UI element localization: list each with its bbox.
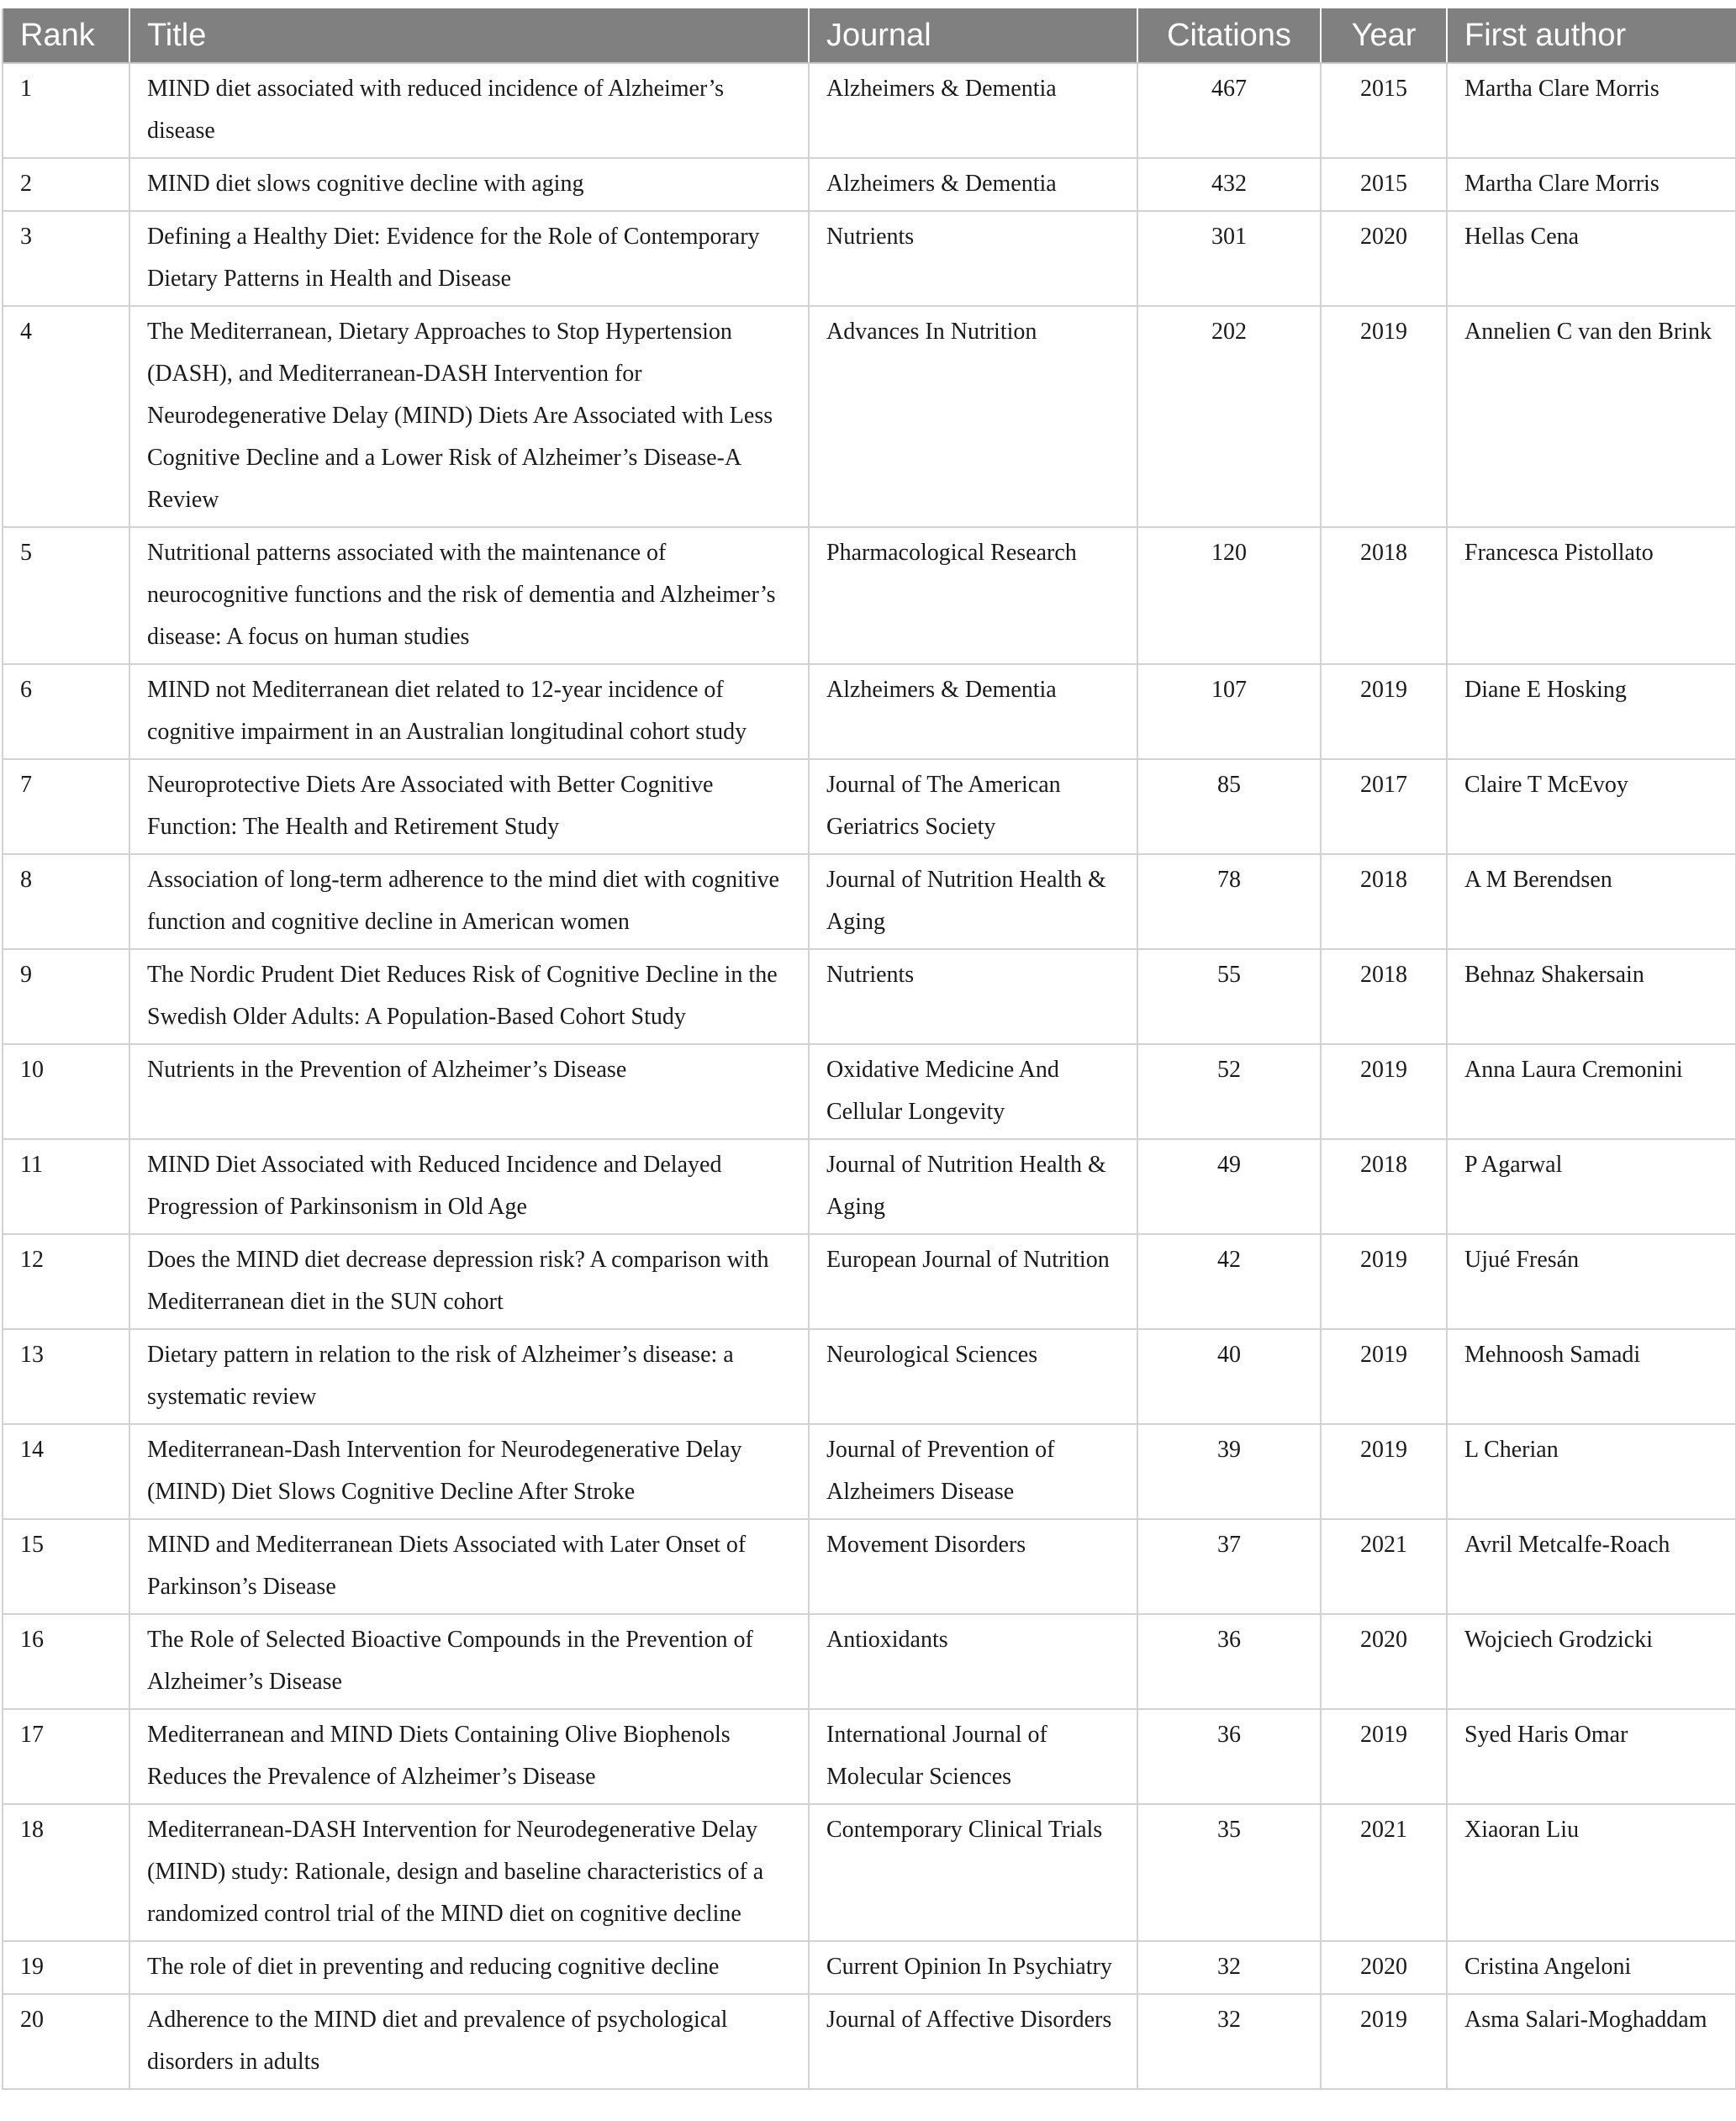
table-row [3, 1614, 1736, 1709]
cell-first-author: Francesca Pistollato [1447, 527, 1736, 664]
cell-title: Neuroprotective Diets Are Associated with Better Cognitive Function: The Health and Retirement Study [129, 759, 809, 854]
cell-journal: Alzheimers & Dementia [809, 63, 1137, 158]
cell-first-author: Avril Metcalfe-Roach [1447, 1519, 1736, 1614]
cell-year: 2021 [1321, 1804, 1447, 1941]
cell-title: Nutritional patterns associated with the maintenance of neurocognitive functions and the risk of dementia and Alzheimer’s disease: A focus on human studies [129, 527, 809, 664]
cell-journal: Oxidative Medicine And Cellular Longevity [809, 1044, 1137, 1139]
cell-citations: 49 [1137, 1139, 1321, 1234]
cell-journal: Nutrients [809, 949, 1137, 1044]
header-year: Year [1321, 8, 1447, 63]
cell-journal: Pharmacological Research [809, 527, 1137, 664]
table-row [3, 664, 1736, 759]
header-row [3, 8, 1736, 63]
cell-citations: 42 [1137, 1234, 1321, 1329]
cell-citations: 39 [1137, 1424, 1321, 1519]
cell-citations: 202 [1137, 306, 1321, 527]
cell-first-author: Behnaz Shakersain [1447, 949, 1736, 1044]
cell-title: MIND diet slows cognitive decline with aging [129, 158, 809, 211]
cell-citations: 78 [1137, 854, 1321, 949]
cell-citations: 85 [1137, 759, 1321, 854]
cell-journal: Advances In Nutrition [809, 306, 1137, 527]
cell-citations: 32 [1137, 1994, 1321, 2089]
table-row [3, 1994, 1736, 2089]
cell-journal: Current Opinion In Psychiatry [809, 1941, 1137, 1994]
cell-year: 2018 [1321, 949, 1447, 1044]
cell-first-author: Mehnoosh Samadi [1447, 1329, 1736, 1424]
table-row [3, 158, 1736, 211]
cell-rank: 18 [3, 1804, 129, 1941]
cell-journal: Alzheimers & Dementia [809, 664, 1137, 759]
cell-citations: 55 [1137, 949, 1321, 1044]
cell-first-author: P Agarwal [1447, 1139, 1736, 1234]
cell-title: Does the MIND diet decrease depression risk? A comparison with Mediterranean diet in the SUN cohort [129, 1234, 809, 1329]
header-rank: Rank [3, 8, 129, 63]
cell-journal: Alzheimers & Dementia [809, 158, 1137, 211]
cell-journal: Journal of Nutrition Health & Aging [809, 1139, 1137, 1234]
table-row [3, 1804, 1736, 1941]
cell-rank: 9 [3, 949, 129, 1044]
cell-rank: 7 [3, 759, 129, 854]
cell-year: 2019 [1321, 1044, 1447, 1139]
cell-title: The role of diet in preventing and reducing cognitive decline [129, 1941, 809, 1994]
cell-rank: 4 [3, 306, 129, 527]
cell-first-author: Hellas Cena [1447, 211, 1736, 306]
cell-journal: Journal of Nutrition Health & Aging [809, 854, 1137, 949]
cell-first-author: Claire T McEvoy [1447, 759, 1736, 854]
cell-rank: 8 [3, 854, 129, 949]
cell-citations: 120 [1137, 527, 1321, 664]
cell-title: Mediterranean-Dash Intervention for Neurodegenerative Delay (MIND) Diet Slows Cognitive Decline After Stroke [129, 1424, 809, 1519]
cell-year: 2019 [1321, 1994, 1447, 2089]
cell-rank: 6 [3, 664, 129, 759]
cell-year: 2021 [1321, 1519, 1447, 1614]
cell-citations: 107 [1137, 664, 1321, 759]
cell-rank: 11 [3, 1139, 129, 1234]
cell-citations: 40 [1137, 1329, 1321, 1424]
header-citations: Citations [1137, 8, 1321, 63]
cell-journal: Movement Disorders [809, 1519, 1137, 1614]
table-row [3, 1709, 1736, 1804]
cell-citations: 32 [1137, 1941, 1321, 1994]
header-journal: Journal [809, 8, 1137, 63]
cell-citations: 36 [1137, 1709, 1321, 1804]
cell-journal: Journal of The American Geriatrics Society [809, 759, 1137, 854]
header-title: Title [129, 8, 809, 63]
cell-first-author: A M Berendsen [1447, 854, 1736, 949]
table-row [3, 1044, 1736, 1139]
cell-journal: Contemporary Clinical Trials [809, 1804, 1137, 1941]
cell-year: 2018 [1321, 1139, 1447, 1234]
table-row [3, 527, 1736, 664]
cell-first-author: Diane E Hosking [1447, 664, 1736, 759]
cell-citations: 301 [1137, 211, 1321, 306]
cell-first-author: Annelien C van den Brink [1447, 306, 1736, 527]
cell-year: 2018 [1321, 854, 1447, 949]
cell-rank: 2 [3, 158, 129, 211]
table-row [3, 1941, 1736, 1994]
cell-rank: 19 [3, 1941, 129, 1994]
cell-first-author: Xiaoran Liu [1447, 1804, 1736, 1941]
cell-year: 2020 [1321, 1614, 1447, 1709]
cell-title: Dietary pattern in relation to the risk of Alzheimer’s disease: a systematic review [129, 1329, 809, 1424]
table-row [3, 1329, 1736, 1424]
cell-first-author: Wojciech Grodzicki [1447, 1614, 1736, 1709]
cell-title: Adherence to the MIND diet and prevalence of psychological disorders in adults [129, 1994, 809, 2089]
cell-title: Mediterranean-DASH Intervention for Neurodegenerative Delay (MIND) study: Rationale, design and baseline characteristics of a randomized control trial of the MIND diet on cognitive decline [129, 1804, 809, 1941]
cell-rank: 1 [3, 63, 129, 158]
table-row [3, 1519, 1736, 1614]
cell-journal: Neurological Sciences [809, 1329, 1137, 1424]
table-body [3, 63, 1736, 2089]
cell-title: MIND Diet Associated with Reduced Incidence and Delayed Progression of Parkinsonism in Old Age [129, 1139, 809, 1234]
cell-rank: 12 [3, 1234, 129, 1329]
cell-citations: 52 [1137, 1044, 1321, 1139]
cell-year: 2020 [1321, 211, 1447, 306]
cell-journal: International Journal of Molecular Sciences [809, 1709, 1137, 1804]
table-row [3, 1424, 1736, 1519]
cell-year: 2020 [1321, 1941, 1447, 1994]
header-first-author: First author [1447, 8, 1736, 63]
cell-year: 2019 [1321, 306, 1447, 527]
cell-first-author: Martha Clare Morris [1447, 63, 1736, 158]
table-row [3, 306, 1736, 527]
cell-title: MIND diet associated with reduced incidence of Alzheimer’s disease [129, 63, 809, 158]
cell-title: MIND not Mediterranean diet related to 12-year incidence of cognitive impairment in an Australian longitudinal cohort study [129, 664, 809, 759]
table-row [3, 1139, 1736, 1234]
cell-rank: 15 [3, 1519, 129, 1614]
cell-year: 2019 [1321, 1234, 1447, 1329]
cell-citations: 37 [1137, 1519, 1321, 1614]
cell-journal: Antioxidants [809, 1614, 1137, 1709]
cell-title: Association of long-term adherence to the mind diet with cognitive function and cognitive decline in American women [129, 854, 809, 949]
cell-rank: 5 [3, 527, 129, 664]
cell-title: Defining a Healthy Diet: Evidence for the Role of Contemporary Dietary Patterns in Health and Disease [129, 211, 809, 306]
table-header [3, 8, 1736, 63]
cell-first-author: Martha Clare Morris [1447, 158, 1736, 211]
cell-year: 2019 [1321, 1329, 1447, 1424]
cell-journal: Nutrients [809, 211, 1137, 306]
cell-year: 2019 [1321, 664, 1447, 759]
cell-citations: 35 [1137, 1804, 1321, 1941]
table-row [3, 759, 1736, 854]
cell-year: 2017 [1321, 759, 1447, 854]
citations-table [2, 8, 1736, 2090]
cell-year: 2018 [1321, 527, 1447, 664]
cell-first-author: Asma Salari-Moghaddam [1447, 1994, 1736, 2089]
cell-journal: Journal of Affective Disorders [809, 1994, 1137, 2089]
cell-rank: 3 [3, 211, 129, 306]
cell-rank: 17 [3, 1709, 129, 1804]
cell-first-author: Syed Haris Omar [1447, 1709, 1736, 1804]
table-row [3, 854, 1736, 949]
cell-rank: 16 [3, 1614, 129, 1709]
cell-citations: 432 [1137, 158, 1321, 211]
cell-title: The Role of Selected Bioactive Compounds in the Prevention of Alzheimer’s Disease [129, 1614, 809, 1709]
cell-first-author: Cristina Angeloni [1447, 1941, 1736, 1994]
cell-first-author: Ujué Fresán [1447, 1234, 1736, 1329]
cell-year: 2015 [1321, 158, 1447, 211]
cell-year: 2015 [1321, 63, 1447, 158]
cell-year: 2019 [1321, 1424, 1447, 1519]
cell-title: Mediterranean and MIND Diets Containing Olive Biophenols Reduces the Prevalence of Alzheimer’s Disease [129, 1709, 809, 1804]
cell-title: Nutrients in the Prevention of Alzheimer’s Disease [129, 1044, 809, 1139]
table-row [3, 63, 1736, 158]
cell-rank: 14 [3, 1424, 129, 1519]
cell-first-author: Anna Laura Cremonini [1447, 1044, 1736, 1139]
cell-title: MIND and Mediterranean Diets Associated with Later Onset of Parkinson’s Disease [129, 1519, 809, 1614]
cell-year: 2019 [1321, 1709, 1447, 1804]
cell-title: The Mediterranean, Dietary Approaches to Stop Hypertension (DASH), and Mediterranean-DASH Intervention for Neurodegenerative Delay (MIND) Diets Are Associated with Less Cognitive Decline and a Lower Risk of Alzheimer’s Disease-A Review [129, 306, 809, 527]
cell-rank: 10 [3, 1044, 129, 1139]
cell-first-author: L Cherian [1447, 1424, 1736, 1519]
cell-citations: 36 [1137, 1614, 1321, 1709]
table-row [3, 1234, 1736, 1329]
cell-citations: 467 [1137, 63, 1321, 158]
cell-title: The Nordic Prudent Diet Reduces Risk of Cognitive Decline in the Swedish Older Adults: A Population-Based Cohort Study [129, 949, 809, 1044]
cell-rank: 13 [3, 1329, 129, 1424]
cell-journal: Journal of Prevention of Alzheimers Disease [809, 1424, 1137, 1519]
table-row [3, 211, 1736, 306]
table-row [3, 949, 1736, 1044]
cell-rank: 20 [3, 1994, 129, 2089]
cell-journal: European Journal of Nutrition [809, 1234, 1137, 1329]
